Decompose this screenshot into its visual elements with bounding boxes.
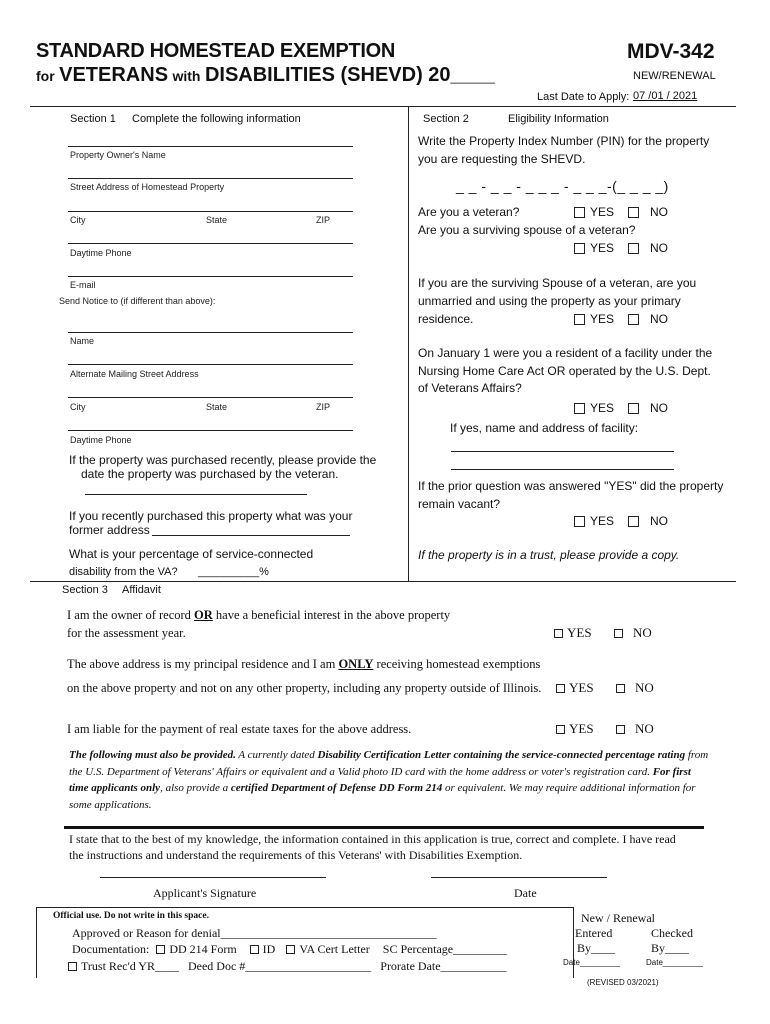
phone2-label: Daytime Phone	[70, 435, 132, 445]
id-check[interactable]	[250, 942, 276, 956]
official-use-heading: Official use. Do not write in this space.	[53, 911, 209, 921]
stmt3-no[interactable]	[616, 721, 654, 737]
checkbox-icon[interactable]	[574, 207, 585, 218]
q-vacant-1: If the prior question was answered "YES" did the property	[418, 479, 724, 493]
form-title-line2	[36, 64, 495, 87]
section3-divider	[30, 581, 736, 582]
former-text-2: former address	[69, 523, 150, 537]
stmt2-only: ONLY	[338, 657, 374, 671]
documentation-label: Documentation:	[72, 942, 150, 956]
city-state-zip-field[interactable]	[68, 211, 353, 212]
signature-label: Applicant's Signature	[153, 886, 257, 900]
name-label: Name	[70, 336, 95, 346]
yes-label: YES	[590, 241, 615, 255]
signature-field[interactable]	[100, 877, 326, 878]
stmt1-pre: I am the owner of record	[67, 608, 195, 622]
phone-field[interactable]	[68, 243, 353, 244]
q-veteran: Are you a veteran?	[418, 205, 520, 219]
signature-date-field[interactable]	[431, 877, 607, 878]
former-address-field[interactable]	[152, 535, 350, 536]
city-state-zip-2-field[interactable]	[68, 397, 353, 398]
checked-label: Checked	[651, 926, 693, 940]
state2-label: State	[206, 402, 228, 412]
trust-label: Trust Rec'd YR____	[81, 959, 179, 973]
req-p4: percentage rating	[605, 749, 686, 761]
certification-rule	[64, 826, 704, 829]
req-p6: or voter's registration card.	[528, 765, 653, 778]
revised-date: (REVISED 03/2021)	[587, 978, 659, 987]
checkbox-icon[interactable]	[574, 314, 585, 325]
form-title-line1: STANDARD HOMESTEAD EXEMPTION	[36, 40, 396, 62]
checkbox-icon[interactable]	[616, 725, 625, 734]
checkbox-icon[interactable]	[574, 403, 585, 414]
certification-statement-2: the instructions and understand the requirements of this Veterans' with Disabilities Exemption.	[69, 848, 523, 862]
official-approved: Approved or Reason for denial____________________________________	[72, 926, 437, 940]
q-unmarried-2: unmarried and using the property as your primary	[418, 294, 681, 308]
last-date-value: 07 /01 / 2021	[633, 90, 698, 102]
trust-check[interactable]	[68, 959, 179, 973]
no-label: NO	[650, 241, 668, 255]
pin-field[interactable]: _ _ - _ _ - _ _ _ - _ _ _-(_ _ _ _)	[456, 178, 669, 194]
pin-text-1: Write the Property Index Number (PIN) for the property	[418, 134, 710, 148]
facility-yes[interactable]	[574, 401, 614, 415]
entered-label: Entered	[575, 926, 613, 940]
checkbox-icon[interactable]	[68, 962, 77, 971]
no-label: NO	[650, 312, 668, 326]
column-divider	[408, 107, 409, 581]
street-field[interactable]	[68, 178, 353, 179]
checkbox-icon[interactable]	[628, 403, 639, 414]
title-veterans: VETERANS	[59, 64, 169, 86]
percent-text-2: disability from the VA?	[69, 566, 178, 578]
q-unmarried-1: If you are the surviving Spouse of a veteran, are you	[418, 276, 697, 290]
surviving-no[interactable]	[628, 241, 668, 255]
affidavit-statement-2-line2: on the above property and not on any other property, including any property outside of Illinois.	[67, 681, 542, 695]
yes-label: YES	[590, 312, 615, 326]
checked-by: By____	[651, 941, 690, 955]
required-docs	[69, 747, 709, 813]
checkbox-icon[interactable]	[286, 945, 295, 954]
dd214-label: DD 214 Form	[169, 942, 237, 956]
req-p2: A currently dated	[235, 749, 318, 761]
vacant-no[interactable]	[628, 514, 668, 528]
q-surviving: Are you a surviving spouse of a veteran?	[418, 223, 636, 237]
req-p5: from the U.S. Department of Veterans' Affairs or equivalent and a Valid photo ID card with the home address	[69, 749, 709, 778]
send-notice-label: Send Notice to (if different than above):	[59, 296, 216, 306]
q-facility-1: On January 1 were you a resident of a facility under the	[418, 346, 713, 360]
last-date-label: Last Date to Apply:	[537, 91, 630, 103]
surviving-yes[interactable]	[574, 241, 614, 255]
official-documentation-row	[72, 942, 507, 957]
facility-address-field[interactable]	[451, 469, 674, 470]
yes-label: YES	[569, 721, 594, 736]
va-cert-label: VA Cert Letter	[299, 942, 370, 956]
checkbox-icon[interactable]	[574, 243, 585, 254]
q-facility-3: of Veterans Affairs?	[418, 381, 522, 395]
yes-label: YES	[569, 680, 594, 695]
checkbox-icon[interactable]	[156, 945, 165, 954]
no-label: NO	[650, 514, 668, 528]
certification-statement-1: I state that to the best of my knowledge, the information contained in this application is true, correct and complete. I have read	[69, 832, 676, 846]
checkbox-icon[interactable]	[554, 629, 563, 638]
section3-heading: Section 3	[62, 584, 108, 596]
deed-doc: Deed Doc #_____________________	[187, 959, 372, 973]
purchase-date-field[interactable]	[85, 494, 307, 495]
title-rest: DISABILITIES (SHEVD) 20____	[204, 64, 496, 86]
affidavit-statement-1-line2: for the assessment year.	[67, 626, 186, 640]
no-label: NO	[635, 721, 654, 736]
yes-label: YES	[590, 205, 615, 219]
q-facility-2: Nursing Home Care Act OR operated by the U.S. Dept.	[418, 364, 711, 378]
va-cert-check[interactable]	[286, 942, 369, 956]
section2-subheading: Eligibility Information	[508, 113, 609, 125]
checkbox-icon[interactable]	[628, 207, 639, 218]
owner-name-field[interactable]	[68, 146, 353, 147]
req-p10: or	[442, 782, 455, 794]
name-field[interactable]	[68, 332, 353, 333]
yes-label: YES	[567, 625, 592, 640]
entered-date: Date_________	[563, 958, 620, 967]
percent-field[interactable]: __________%	[198, 566, 269, 578]
street-label: Street Address of Homestead Property	[70, 182, 225, 192]
req-p3: Disability Certification Letter containing the service-connected	[317, 749, 603, 761]
stmt2-pre: The above address is my principal residence and I am	[67, 657, 339, 671]
stmt3-yes[interactable]	[556, 721, 594, 737]
checkbox-icon[interactable]	[574, 516, 585, 527]
stmt2-no[interactable]	[616, 680, 654, 696]
checkbox-icon[interactable]	[628, 314, 639, 325]
yes-label: YES	[590, 514, 615, 528]
stmt1-yes[interactable]	[554, 625, 592, 641]
req-p9: certified Department of Defense DD Form 214	[230, 782, 443, 794]
state-label: State	[206, 215, 228, 225]
affidavit-statement-3: I am liable for the payment of real estate taxes for the above address.	[67, 722, 412, 736]
no-label: NO	[650, 205, 668, 219]
affidavit-statement-2	[67, 657, 540, 672]
stmt1-or: OR	[194, 608, 213, 622]
stmt2-post: receiving homestead exemptions	[373, 657, 541, 671]
purchased-text-2: date the property was purchased by the veteran.	[81, 467, 339, 481]
alt-street-field[interactable]	[68, 364, 353, 365]
checkbox-icon[interactable]	[614, 629, 623, 638]
checkbox-icon[interactable]	[628, 243, 639, 254]
section3-subheading: Affidavit	[122, 584, 161, 596]
q-unmarried-3: residence.	[418, 312, 474, 326]
form-type: NEW/RENEWAL	[633, 70, 716, 82]
req-p7: For first time applicants only	[69, 765, 691, 794]
req-p8: , also provide a	[160, 782, 231, 794]
form-number: MDV-342	[627, 40, 715, 63]
section1-heading: Section 1	[70, 113, 116, 125]
checkbox-icon[interactable]	[250, 945, 259, 954]
veteran-yes[interactable]	[574, 205, 614, 219]
email-label: E-mail	[70, 280, 96, 290]
facility-name-field[interactable]	[451, 451, 674, 452]
unmarried-no[interactable]	[628, 312, 668, 326]
checkbox-icon[interactable]	[556, 684, 565, 693]
date-label: Date	[514, 886, 537, 900]
no-label: NO	[635, 680, 654, 695]
facility-no[interactable]	[628, 401, 668, 415]
pin-text-2: you are requesting the SHEVD.	[418, 152, 586, 166]
checkbox-icon[interactable]	[616, 684, 625, 693]
entered-by: By____	[577, 941, 616, 955]
city2-label: City	[70, 402, 86, 412]
veteran-no[interactable]	[628, 205, 668, 219]
prorate-date: Prorate Date___________	[380, 959, 507, 973]
zip-label: ZIP	[316, 215, 331, 225]
stmt1-no[interactable]	[614, 625, 652, 641]
section1-subheading: Complete the following information	[132, 113, 301, 125]
id-label: ID	[262, 942, 276, 956]
req-p1: The following must also be provided.	[69, 749, 236, 761]
former-text-1: If you recently purchased this property what was your	[69, 509, 353, 523]
checkbox-icon[interactable]	[628, 516, 639, 527]
no-label: NO	[650, 401, 668, 415]
purchased-text-1: If the property was purchased recently, please provide the	[69, 453, 377, 467]
email-field[interactable]	[68, 276, 353, 277]
unmarried-yes[interactable]	[574, 312, 614, 326]
title-with: with	[172, 68, 201, 84]
stmt1-post: have a beneficial interest in the above property	[212, 608, 451, 622]
new-renewal-label: New / Renewal	[581, 911, 655, 925]
phone-label: Daytime Phone	[70, 248, 132, 258]
alt-street-label: Alternate Mailing Street Address	[70, 369, 199, 379]
facility-name-label: If yes, name and address of facility:	[450, 421, 639, 435]
header-divider	[30, 106, 736, 107]
checkbox-icon[interactable]	[556, 725, 565, 734]
phone2-field[interactable]	[68, 430, 353, 431]
owner-name-label: Property Owner's Name	[70, 150, 166, 160]
req-p11: equivalent. We may require additional information for some applications.	[69, 782, 696, 811]
vacant-yes[interactable]	[574, 514, 614, 528]
percent-text-1: What is your percentage of service-connected	[69, 547, 314, 561]
dd214-check[interactable]	[156, 942, 236, 956]
checked-date: Date_________	[646, 958, 703, 967]
title-for: for	[36, 68, 55, 84]
affidavit-statement-1	[67, 608, 450, 623]
yes-label: YES	[590, 401, 615, 415]
q-vacant-2: remain vacant?	[418, 497, 501, 511]
sc-percentage: SC Percentage_________	[382, 942, 508, 956]
section2-heading: Section 2	[423, 113, 469, 125]
no-label: NO	[633, 625, 652, 640]
city-label: City	[70, 215, 86, 225]
trust-note: If the property is in a trust, please provide a copy.	[418, 548, 680, 562]
official-trust-row	[68, 959, 507, 974]
stmt2-yes[interactable]	[556, 680, 594, 696]
zip2-label: ZIP	[316, 402, 331, 412]
